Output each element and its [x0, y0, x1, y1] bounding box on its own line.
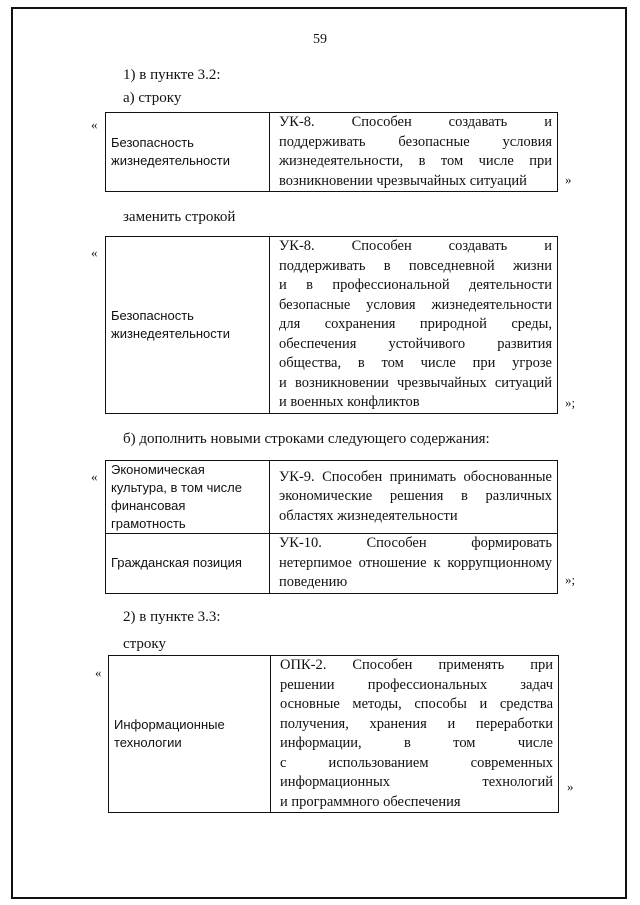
- text-line: технологии: [114, 735, 182, 750]
- text-line: информационных технологий: [280, 774, 553, 790]
- text-line: экономические решения в различных: [279, 488, 552, 505]
- table-3-row-1-left-cell: [106, 461, 270, 534]
- left-cell-text: [114, 716, 270, 752]
- open-quote: «: [91, 245, 98, 260]
- table-row: [106, 461, 558, 534]
- table-4-right-cell: [271, 656, 559, 813]
- table-1-left-cell: [106, 113, 270, 192]
- text-line: жизнедеятельности: [111, 153, 230, 168]
- text-line: УК-8. Способен создавать и: [279, 114, 552, 130]
- left-cell-text: [111, 307, 269, 343]
- text-line: УК-10. Способен формировать: [279, 535, 552, 551]
- table-1: [105, 112, 558, 192]
- text-line: основные методы, способы и средства: [280, 696, 553, 712]
- text-line: общества, в том числе при угрозе: [279, 355, 552, 371]
- table-3-row-1-right-cell: [270, 461, 558, 534]
- table-3: [105, 460, 558, 594]
- text-line: получения, хранения и переработки: [280, 715, 553, 732]
- right-cell-text: [280, 656, 553, 812]
- text-line: с использованием современных: [280, 754, 553, 771]
- table-row: [106, 534, 558, 594]
- text-line: УК-8. Способен создавать и: [279, 238, 552, 254]
- table-1-right-cell: [270, 113, 558, 192]
- text-line: жизнедеятельности: [111, 325, 230, 341]
- table-row: [109, 656, 559, 813]
- right-cell-text: [279, 113, 552, 191]
- text-line: и военных конфликтов: [279, 394, 420, 410]
- item-1b-heading: б) дополнить новыми строками следующего содержания:: [123, 431, 490, 447]
- text-line: ОПК-2. Способен применять при: [280, 657, 553, 673]
- text-line: информации, в том числе: [280, 735, 553, 751]
- item-2-row-label: строку: [123, 636, 166, 652]
- text-line: поведению: [279, 574, 348, 590]
- replace-label: заменить строкой: [123, 209, 236, 225]
- table-2: [105, 236, 558, 414]
- text-line: Безопасность: [111, 307, 194, 323]
- text-line: безопасные условия жизнедеятельности: [279, 296, 552, 313]
- right-cell-text: [279, 534, 552, 593]
- left-cell-text: [111, 554, 269, 572]
- text-line: областях жизнедеятельности: [279, 507, 458, 524]
- text-line: Информационные: [114, 717, 225, 732]
- text-line: УК-9. Способен принимать обоснованные: [279, 468, 552, 485]
- text-line: грамотность: [111, 516, 186, 531]
- item-1-heading: 1) в пункте 3.2:: [123, 67, 221, 83]
- table-row: [106, 237, 558, 414]
- text-line: поддерживать в повседневной жизни: [279, 257, 552, 274]
- page-number: 59: [313, 32, 327, 47]
- left-cell-text: [111, 134, 269, 170]
- text-line: финансовая: [111, 498, 186, 513]
- close-quote: »: [567, 779, 574, 794]
- text-line: возникновении чрезвычайных ситуаций: [279, 172, 527, 189]
- text-line: и возникновении чрезвычайных ситуаций: [279, 374, 552, 391]
- close-quote-semicolon: »;: [565, 395, 576, 410]
- text-line: культура, в том числе: [111, 480, 242, 495]
- text-line: и программного обеспечения: [280, 793, 461, 810]
- open-quote: «: [91, 117, 98, 132]
- text-line: решении профессиональных задач: [280, 676, 553, 693]
- table-4: [108, 655, 559, 813]
- text-line: Безопасность: [111, 135, 194, 150]
- item-1a-heading: а) строку: [123, 90, 182, 106]
- right-cell-text: [279, 468, 552, 527]
- close-quote-semicolon: »;: [565, 572, 576, 587]
- table-2-right-cell: [270, 237, 558, 414]
- text-line: для сохранения природной среды,: [279, 316, 552, 332]
- text-line: поддерживать безопасные условия: [279, 133, 552, 150]
- item-2-heading: 2) в пункте 3.3:: [123, 609, 221, 625]
- text-line: жизнедеятельности, в том числе при: [279, 153, 552, 169]
- text-line: Гражданская позиция: [111, 555, 242, 571]
- text-line: нетерпимое отношение к коррупционному: [279, 554, 552, 571]
- text-line: Экономическая: [111, 462, 205, 477]
- text-line: обеспечения устойчивого развития: [279, 335, 552, 352]
- table-3-row-2-right-cell: [270, 534, 558, 594]
- open-quote: «: [95, 665, 102, 680]
- right-cell-text: [279, 237, 552, 413]
- table-4-left-cell: [109, 656, 271, 813]
- text-line: и в профессиональной деятельности: [279, 277, 552, 293]
- close-quote: »: [565, 172, 572, 187]
- table-2-left-cell: [106, 237, 270, 414]
- left-cell-text: [111, 461, 269, 533]
- open-quote: «: [91, 469, 98, 484]
- table-row: [106, 113, 558, 192]
- table-3-row-2-left-cell: [106, 534, 270, 594]
